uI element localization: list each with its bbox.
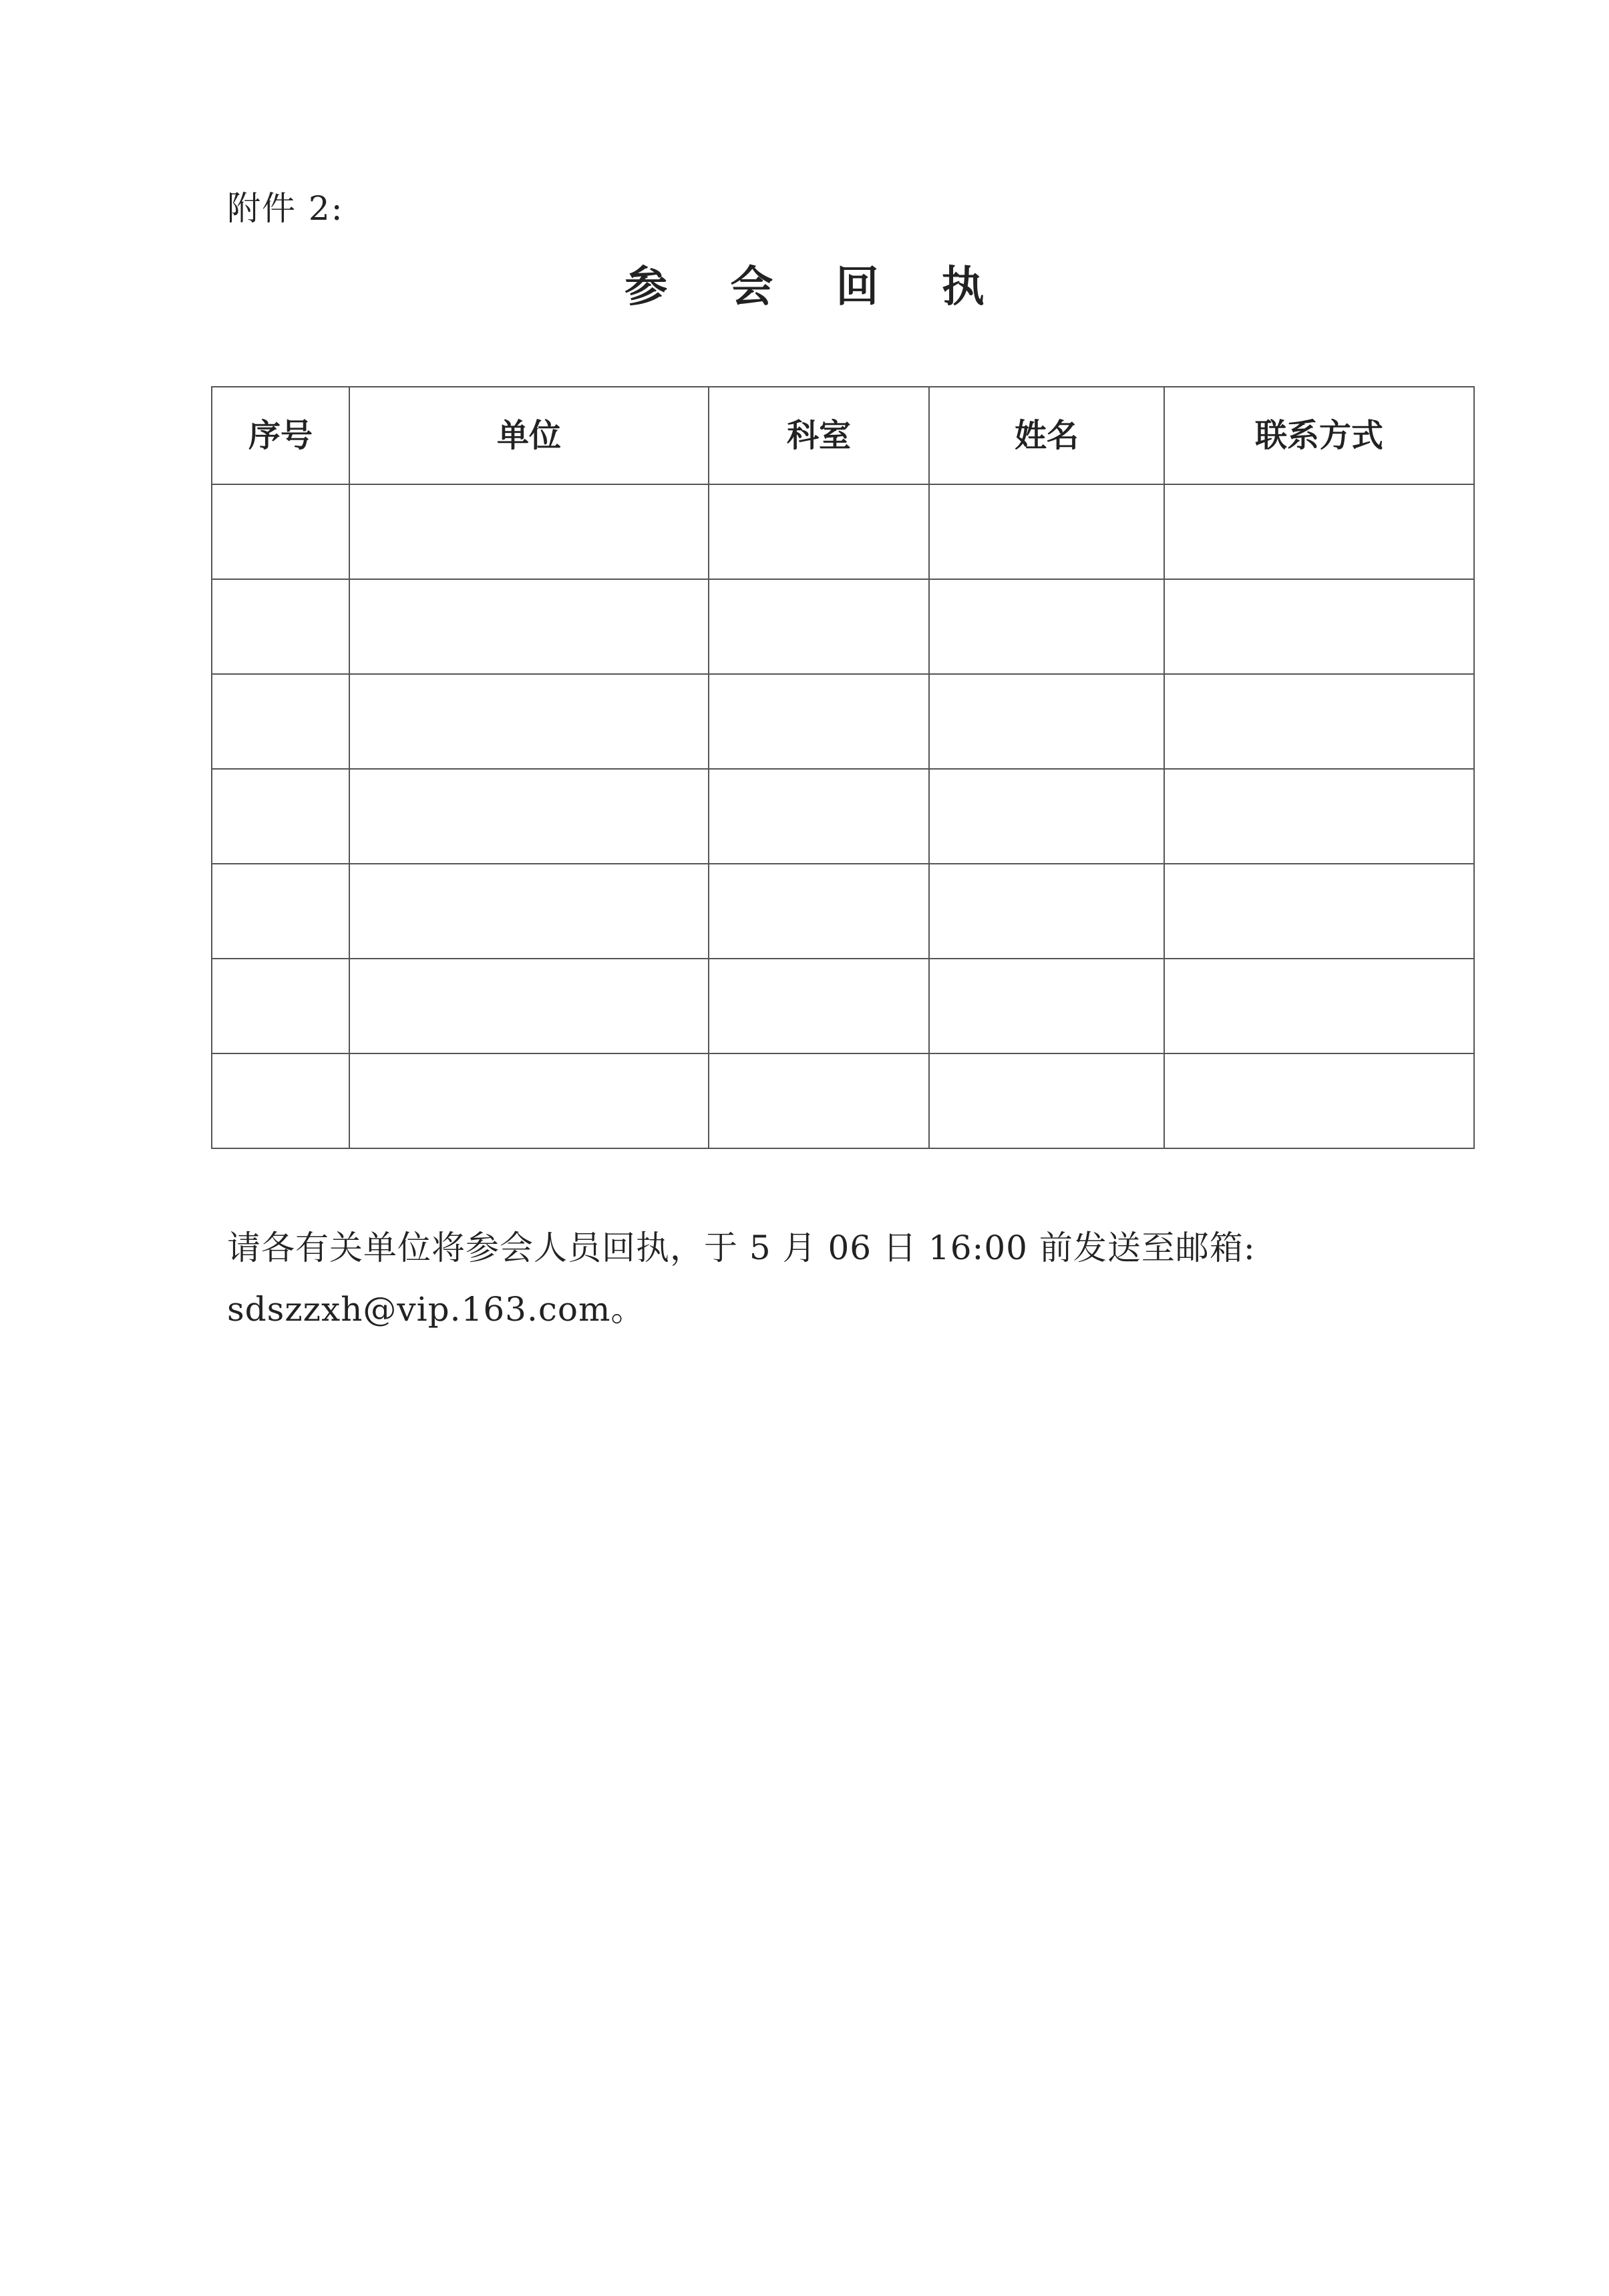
note-line-instructions: 请各有关单位将参会人员回执，于 5 月 06 日 16:00 前发送至邮箱: [227, 1228, 1256, 1267]
table-body [212, 484, 1474, 1148]
table-cell [709, 959, 929, 1053]
table-row [212, 864, 1474, 959]
table-cell [709, 1053, 929, 1148]
table-cell [709, 579, 929, 674]
table-cell [1164, 769, 1474, 864]
table-cell [929, 959, 1164, 1053]
table-row [212, 1053, 1474, 1148]
table-cell [1164, 484, 1474, 579]
table-header-row [212, 387, 1474, 484]
column-header-department: 科室 [709, 387, 929, 484]
table-cell [709, 674, 929, 769]
table-cell [212, 959, 349, 1053]
table-row [212, 959, 1474, 1053]
table-cell [709, 864, 929, 959]
table-cell [349, 1053, 709, 1148]
table-cell [349, 864, 709, 959]
column-header-contact: 联系方式 [1164, 387, 1474, 484]
table-cell [1164, 864, 1474, 959]
table-row [212, 674, 1474, 769]
table-cell [212, 579, 349, 674]
table-cell [212, 484, 349, 579]
table-cell [349, 959, 709, 1053]
table-cell [212, 864, 349, 959]
table-cell [1164, 1053, 1474, 1148]
column-header-name: 姓名 [929, 387, 1164, 484]
column-header-unit: 单位 [349, 387, 709, 484]
attachment-label: 附件 2: [227, 189, 344, 228]
note-line-email: sdszzxh@vip.163.com。 [227, 1290, 645, 1329]
table-cell [929, 1053, 1164, 1148]
table-cell [212, 769, 349, 864]
column-header-index: 序号 [212, 387, 349, 484]
table-row [212, 579, 1474, 674]
receipt-table [211, 386, 1475, 1149]
document-title: 参 会 回 执 [624, 263, 1009, 312]
table-cell [929, 769, 1164, 864]
table-cell [1164, 579, 1474, 674]
table-cell [212, 674, 349, 769]
table-row [212, 484, 1474, 579]
table-cell [709, 769, 929, 864]
table-cell [929, 674, 1164, 769]
table-cell [349, 674, 709, 769]
table-cell [349, 769, 709, 864]
table-cell [929, 864, 1164, 959]
table-cell [349, 484, 709, 579]
table-cell [349, 579, 709, 674]
table-cell [709, 484, 929, 579]
table-cell [1164, 959, 1474, 1053]
table-cell [212, 1053, 349, 1148]
submission-note [227, 1217, 1483, 1340]
table-cell [1164, 674, 1474, 769]
table-cell [929, 579, 1164, 674]
table-row [212, 769, 1474, 864]
table-cell [929, 484, 1164, 579]
